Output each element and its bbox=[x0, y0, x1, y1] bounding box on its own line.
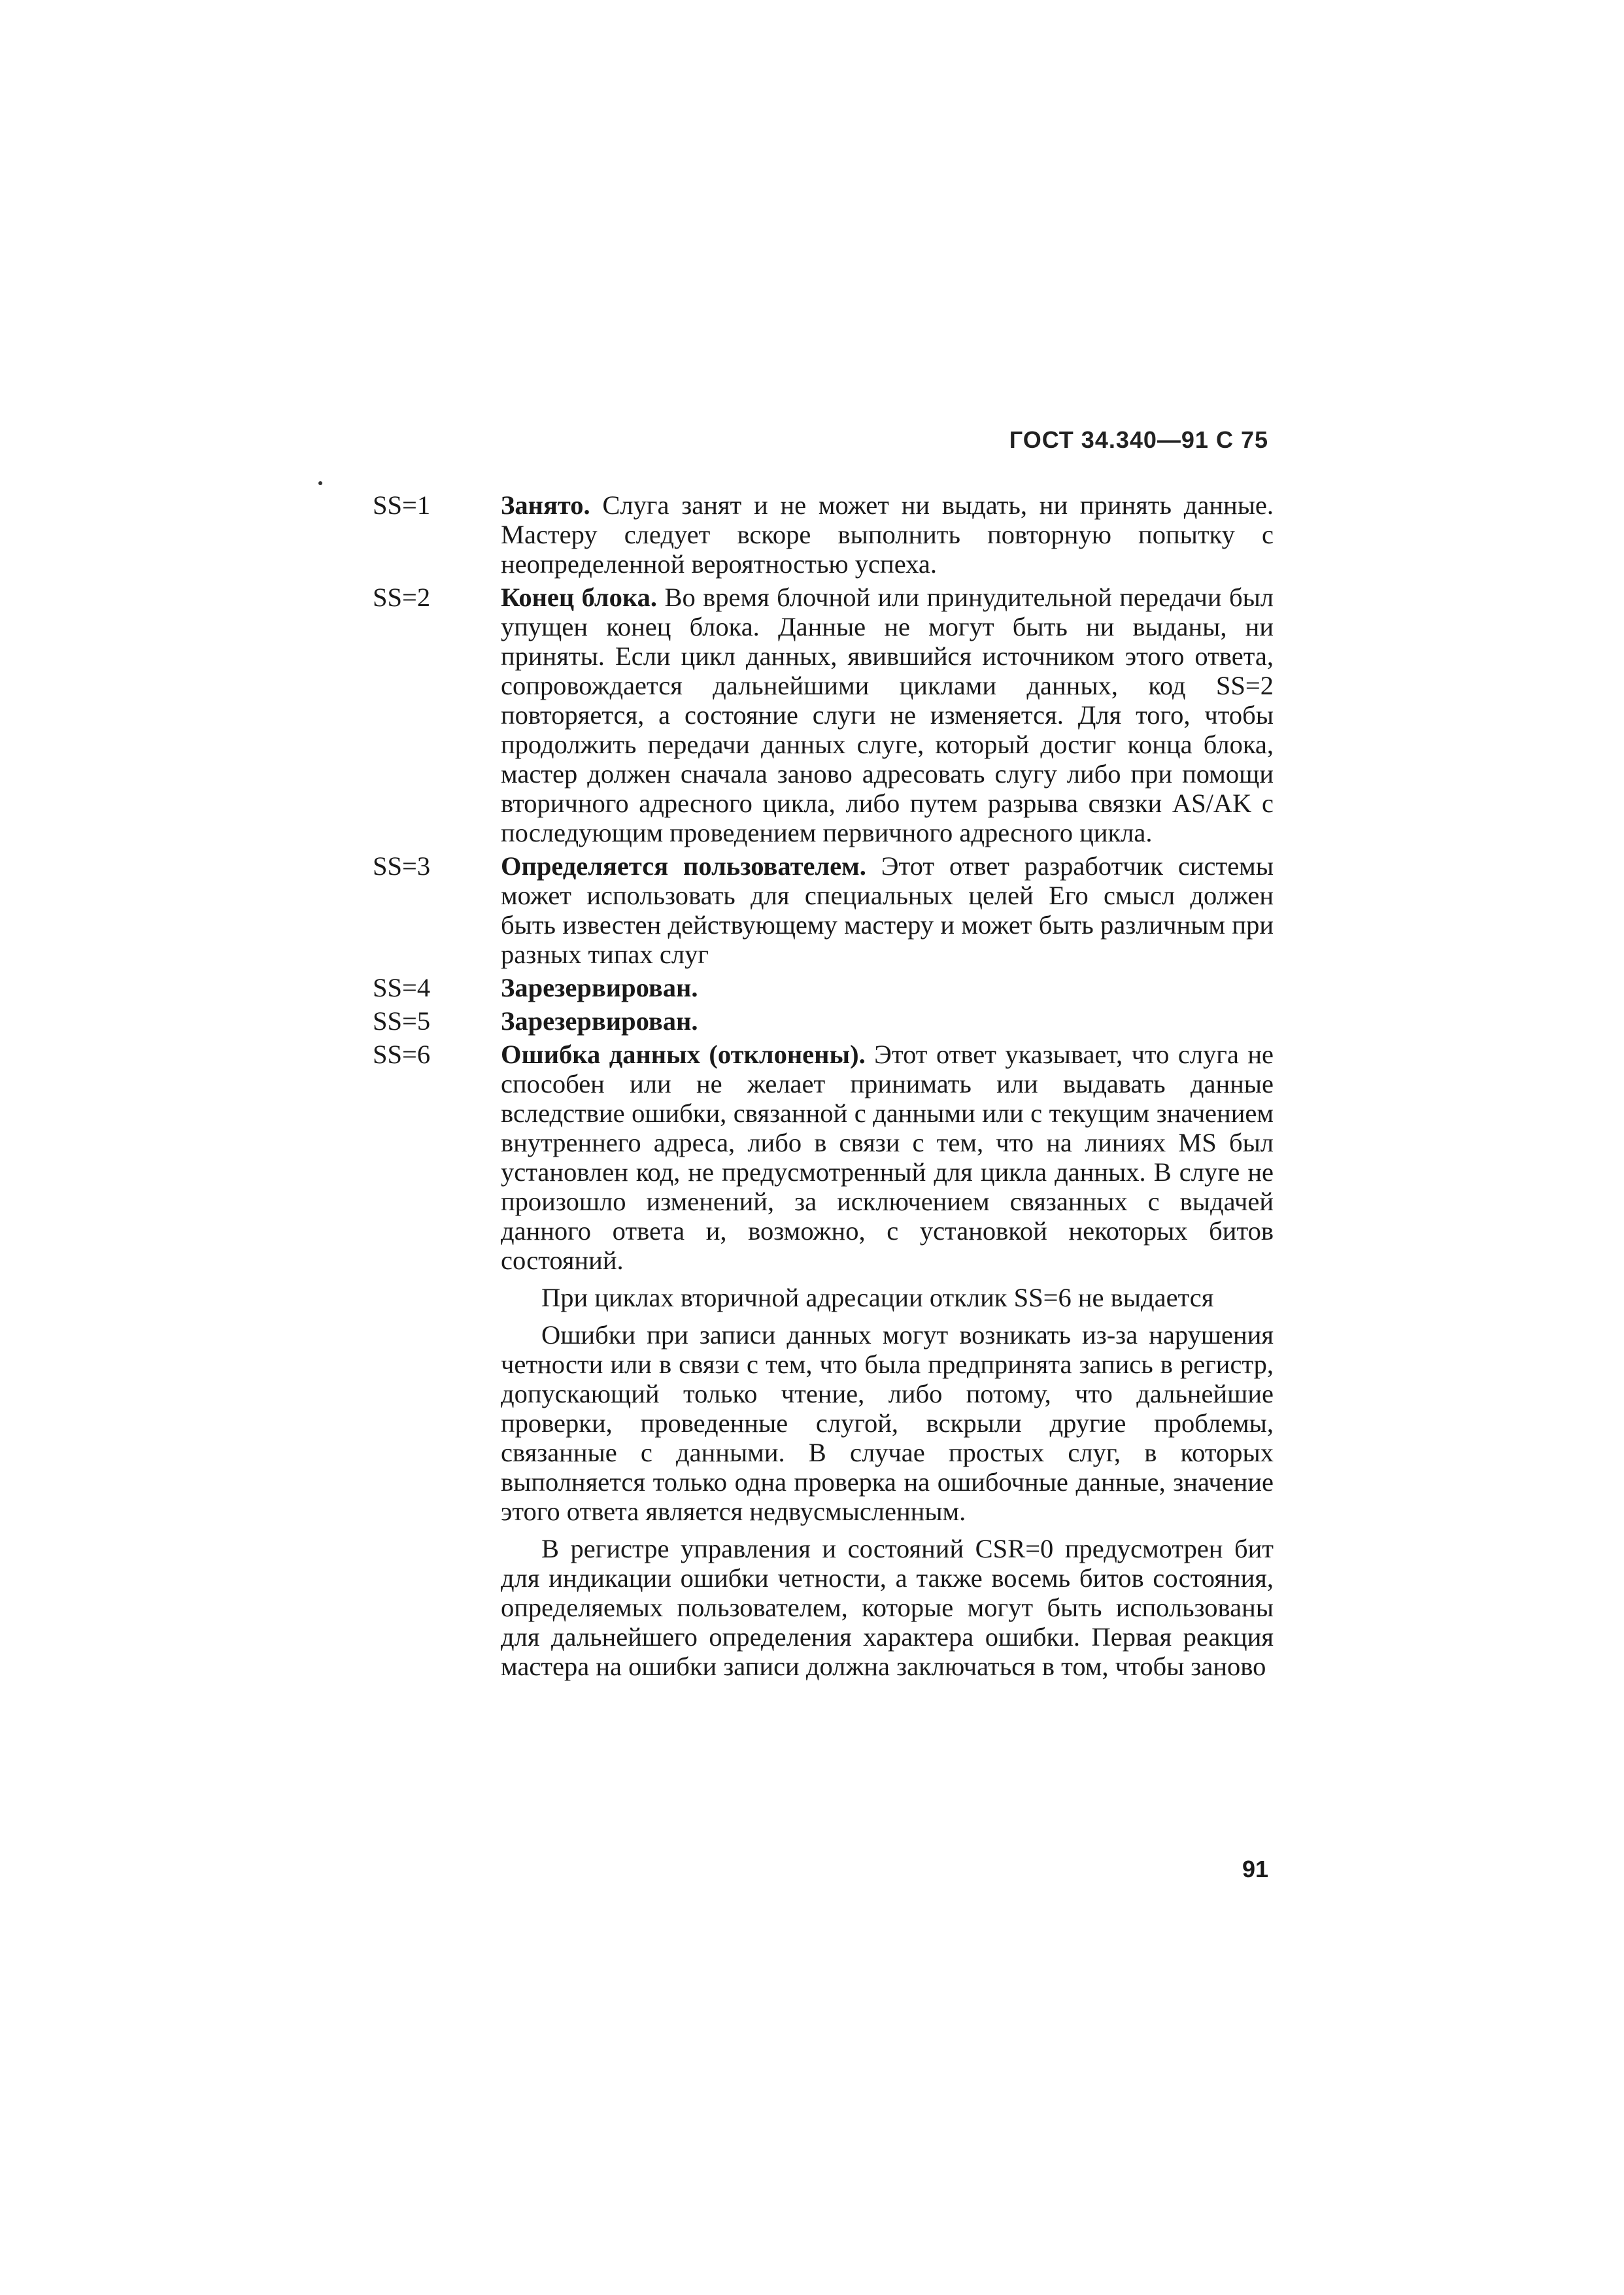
entry-code: SS=5 bbox=[373, 1006, 431, 1036]
paragraph-write-errors: Ошибки при записи данных могут возникать из-за нарушения четности или в связи с тем, что была предпринята запись в регистр, допускающий только чтение, либо потому, что дальнейшие проверки, проведенные слугой, вскрыли другие проблемы, связанные с данными. В случае простых слуг, в которых выполняется только одна проверка на ошибочные данные, значение этого ответа является недвусмысленным. bbox=[501, 1320, 1274, 1526]
entry-ss5 bbox=[373, 1006, 1274, 1036]
entry-term: Занято. bbox=[501, 490, 590, 520]
entry-term: Конец блока. bbox=[501, 583, 657, 612]
entry-term: Определяется пользователем. bbox=[501, 851, 866, 881]
entry-term: Ошибка данных (отклонены). bbox=[501, 1040, 866, 1069]
entry-code: SS=6 bbox=[373, 1040, 431, 1069]
margin-dot bbox=[318, 481, 322, 485]
document-body bbox=[373, 490, 1274, 1681]
paragraph-secondary-addressing: При циклах вторичной адресации отклик SS=6 не выдается bbox=[541, 1283, 1214, 1312]
entry-ss3 bbox=[373, 851, 1274, 969]
entry-ss1 bbox=[373, 490, 1274, 579]
entry-code: SS=1 bbox=[373, 490, 431, 520]
entry-ss4 bbox=[373, 973, 1274, 1002]
entry-code: SS=4 bbox=[373, 973, 431, 1002]
entry-code: SS=2 bbox=[373, 583, 431, 612]
entry-text: Этот ответ разработчик системы может использовать для специальных целей Его смысл должен быть известен действующему мастеру и может быть различным при разных типах слуг bbox=[501, 851, 1274, 969]
paragraph-csr-register: В регистре управления и состояний CSR=0 предусмотрен бит для индикации ошибки четности, а также восемь битов состояния, определяемых пользователем, которые могут быть использованы для дальнейшего определения характера ошибки. Первая реакция мастера на ошибки записи должна заключаться в том, чтобы заново bbox=[501, 1534, 1274, 1681]
entry-ss2 bbox=[373, 583, 1274, 847]
entry-term: Зарезервирован. bbox=[501, 1006, 698, 1036]
entry-ss6 bbox=[373, 1040, 1274, 1275]
entry-text: Этот ответ указывает, что слуга не способен или не желает принимать или выдавать данные вследствие ошибки, связанной с данными или с текущим значением внутреннего адреса, либо в связи с тем, что на линиях MS был установлен код, не предусмотренный для цикла данных. В слуге не произошло изменений, за исключением связанных с выдачей данного ответа и, возможно, с установкой некоторых битов состояний. bbox=[501, 1040, 1274, 1275]
page-number: 91 bbox=[1242, 1856, 1268, 1882]
entry-term: Зарезервирован. bbox=[501, 973, 698, 1002]
entry-text: Слуга занят и не может ни выдать, ни принять данные. Мастеру следует вскоре выполнить повторную попытку с неопределенной вероятностью успеха. bbox=[501, 490, 1274, 579]
entry-text: Во время блочной или принудительной передачи был упущен конец блока. Данные не могут быть ни выданы, ни приняты. Если цикл данных, явившийся источником этого ответа, сопровождается дальнейшими циклами данных, код SS=2 повторяется, а состояние слуги не изменяется. Для того, чтобы продолжить передачи данных слуге, который достиг конца блока, мастер должен сначала заново адресовать слугу либо при помощи вторичного адресного цикла, либо путем разрыва связки AS/AK с последующим проведением первичного адресного цикла. bbox=[501, 583, 1274, 847]
entry-code: SS=3 bbox=[373, 851, 431, 881]
page-header: ГОСТ 34.340—91 С 75 bbox=[1009, 426, 1268, 453]
